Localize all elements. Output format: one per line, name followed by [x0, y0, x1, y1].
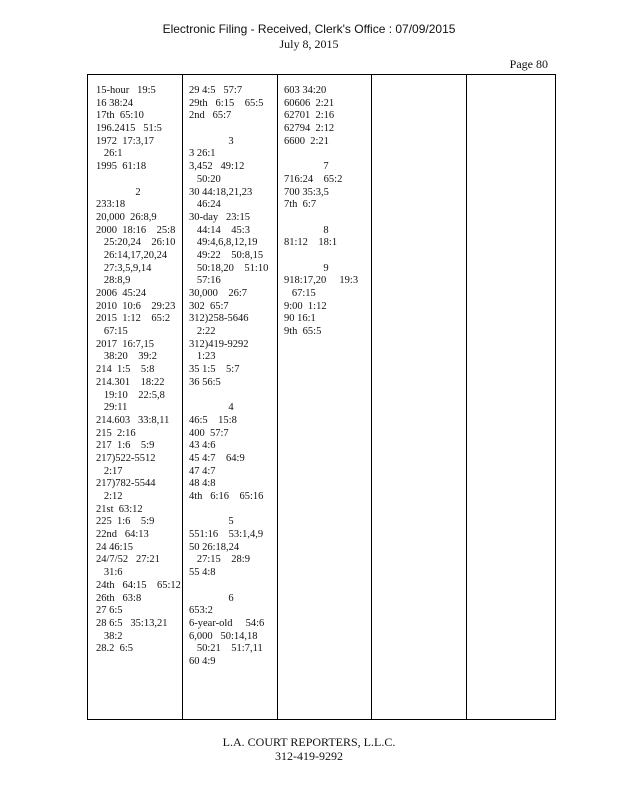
section-letter: 9	[323, 262, 329, 274]
index-entry: 38:2	[96, 630, 123, 642]
index-entry: 3,452 49:12	[189, 161, 245, 173]
index-entry	[284, 212, 368, 225]
index-entry: 215 2:16	[96, 427, 136, 439]
index-entry: 90 16:1	[284, 313, 316, 325]
section-letter: 3	[228, 135, 234, 147]
index-entry: 60 4:9	[189, 655, 216, 667]
index-entry: 312)258-5646	[189, 313, 249, 325]
index-entry: 22nd 64:13	[96, 529, 149, 541]
index-entry: 17th 65:10	[96, 110, 144, 122]
index-entry: 653:2	[189, 605, 213, 617]
index-entry	[96, 174, 180, 187]
index-entry: 716:24 65:2	[284, 173, 343, 185]
index-entry: 2017 16:7,15	[96, 338, 155, 350]
index-entry: 2006 45:24	[96, 288, 147, 299]
index-entry: 217 1:6 5:9	[96, 440, 155, 452]
index-entry: 50 26:18,24	[189, 541, 240, 553]
index-entry: 20,000 26:8,9	[96, 211, 157, 223]
index-entry	[189, 580, 273, 593]
index-entry: 918:17,20 19:3	[284, 275, 359, 287]
reporter-phone: 312-419-9292	[275, 749, 343, 763]
index-entry: 603 34:20	[284, 85, 327, 96]
index-entry: 700 35:3,5	[284, 186, 329, 198]
index-entry: 9:00 1:12	[284, 300, 327, 312]
index-entry: 67:15	[96, 326, 128, 338]
index-entry: 30 44:18,21,23	[189, 186, 253, 198]
index-entry: 50:20	[189, 173, 221, 185]
index-entry: 46:5 15:8	[189, 414, 237, 426]
index-entry: 35 1:5 5:7	[189, 364, 240, 376]
index-entry: 28.2 6:5	[96, 643, 134, 655]
section-letter: 6	[228, 592, 234, 604]
index-entry: 29 4:5 57:7	[189, 85, 243, 96]
index-entry: 2nd 65:7	[189, 110, 232, 122]
index-entry	[284, 148, 368, 161]
index-entry: 214.301 18:22	[96, 376, 165, 388]
index-entry: 50:21 51:7,11	[189, 643, 263, 655]
index-entry: 19:10 22:5,8	[96, 389, 165, 401]
index-entry: 16 38:24	[96, 97, 134, 109]
index-entry: 217)782-5544	[96, 478, 156, 490]
index-column-2	[189, 85, 273, 669]
index-column-1	[96, 85, 180, 656]
index-entry: 45 4:7 64:9	[189, 452, 245, 464]
index-entry: 2:17	[96, 465, 123, 477]
index-entry: 1972 17:3,17	[96, 135, 155, 147]
index-entry: 31:6	[96, 567, 123, 579]
index-entry	[189, 504, 273, 517]
index-entry: 27 6:5	[96, 605, 123, 617]
section-letter: 4	[228, 402, 234, 414]
index-entry: 4th 6:16 65:16	[189, 491, 264, 502]
filing-stamp: Electronic Filing - Received, Clerk's Office : 07/09/2015	[162, 22, 456, 36]
index-entry: 551:16 53:1,4,9	[189, 529, 264, 541]
index-entry: 46:24	[189, 199, 221, 211]
column-divider	[182, 75, 183, 719]
index-entry: 214.603 33:8,11	[96, 414, 170, 426]
index-entry: 28 6:5 35:13,21	[96, 617, 168, 629]
index-table	[87, 74, 556, 720]
index-entry: 30-day 23:15	[189, 211, 250, 223]
index-entry: 15-hour 19:5	[96, 85, 156, 96]
column-divider	[277, 75, 278, 719]
index-entry: 24th 64:15 65:12	[96, 579, 181, 591]
document-date: July 8, 2015	[279, 37, 339, 51]
index-entry: 49:4,6,8,12,19	[189, 237, 258, 249]
index-entry: 28:8,9	[96, 275, 131, 287]
index-entry: 26th 63:8	[96, 592, 142, 604]
column-divider	[466, 75, 467, 719]
index-entry: 6600 2:21	[284, 135, 329, 147]
index-entry: 57:16	[189, 275, 221, 287]
index-entry: 9th 65:5	[284, 326, 322, 338]
index-entry: 1:23	[189, 351, 216, 363]
index-entry: 2015 1:12 65:2	[96, 313, 171, 325]
index-entry: 400 57:7	[189, 427, 229, 439]
index-entry: 55 4:8	[189, 567, 216, 579]
index-entry: 36 56:5	[189, 376, 221, 388]
index-entry	[284, 250, 368, 263]
index-entry: 44:14 45:3	[189, 224, 250, 236]
index-entry: 49:22 50:8,15	[189, 249, 264, 261]
index-entry: 29th 6:15 65:5	[189, 97, 264, 109]
column-divider	[371, 75, 372, 719]
index-entry: 233:18	[96, 199, 126, 211]
section-letter: 2	[135, 186, 141, 198]
index-entry: 38:20 39:2	[96, 351, 157, 363]
index-entry: 50:18,20 51:10	[189, 262, 269, 274]
section-letter: 5	[228, 516, 234, 528]
index-entry	[189, 123, 273, 136]
index-entry: 214 1:5 5:8	[96, 364, 155, 376]
index-entry: 21st 63:12	[96, 503, 143, 515]
index-entry: 29:11	[96, 402, 128, 414]
index-entry: 62701 2:16	[284, 110, 335, 122]
index-entry: 2000 18:16 25:8	[96, 224, 176, 236]
index-entry: 24 46:15	[96, 541, 134, 553]
index-entry: 24/7/52 27:21	[96, 554, 160, 566]
section-letter: 7	[323, 161, 329, 173]
index-entry: 217)522-5512	[96, 452, 156, 464]
index-entry: 302 65:7	[189, 300, 229, 312]
index-entry	[189, 390, 273, 403]
index-entry: 2:22	[189, 326, 216, 338]
index-entry: 67:15	[284, 288, 316, 299]
page-number: Page 80	[509, 57, 548, 71]
index-entry: 26:1	[96, 148, 123, 160]
index-entry: 81:12 18:1	[284, 237, 338, 249]
index-entry: 60606 2:21	[284, 97, 335, 109]
reporter-name: L.A. COURT REPORTERS, L.L.C.	[222, 735, 396, 749]
index-entry: 2010 10:6 29:23	[96, 300, 176, 312]
index-entry: 1995 61:18	[96, 161, 147, 173]
index-entry: 47 4:7	[189, 465, 216, 477]
section-letter: 8	[323, 224, 329, 236]
index-entry: 30,000 26:7	[189, 288, 248, 299]
index-entry: 25:20,24 26:10	[96, 237, 176, 249]
index-entry: 196.2415 51:5	[96, 123, 162, 135]
index-entry: 7th 6:7	[284, 199, 317, 211]
index-entry: 225 1:6 5:9	[96, 516, 155, 528]
index-entry: 6-year-old 54:6	[189, 617, 265, 629]
index-entry: 6,000 50:14,18	[189, 630, 258, 642]
index-entry: 62794 2:12	[284, 123, 335, 135]
index-entry: 312)419-9292	[189, 338, 249, 350]
index-entry: 26:14,17,20,24	[96, 249, 168, 261]
index-entry: 2:12	[96, 491, 123, 502]
index-entry: 48 4:8	[189, 478, 216, 490]
index-entry: 3 26:1	[189, 148, 216, 160]
index-entry: 43 4:6	[189, 440, 216, 452]
index-entry: 27:15 28:9	[189, 554, 250, 566]
index-column-3	[284, 85, 368, 339]
index-entry: 27:3,5,9,14	[96, 262, 152, 274]
